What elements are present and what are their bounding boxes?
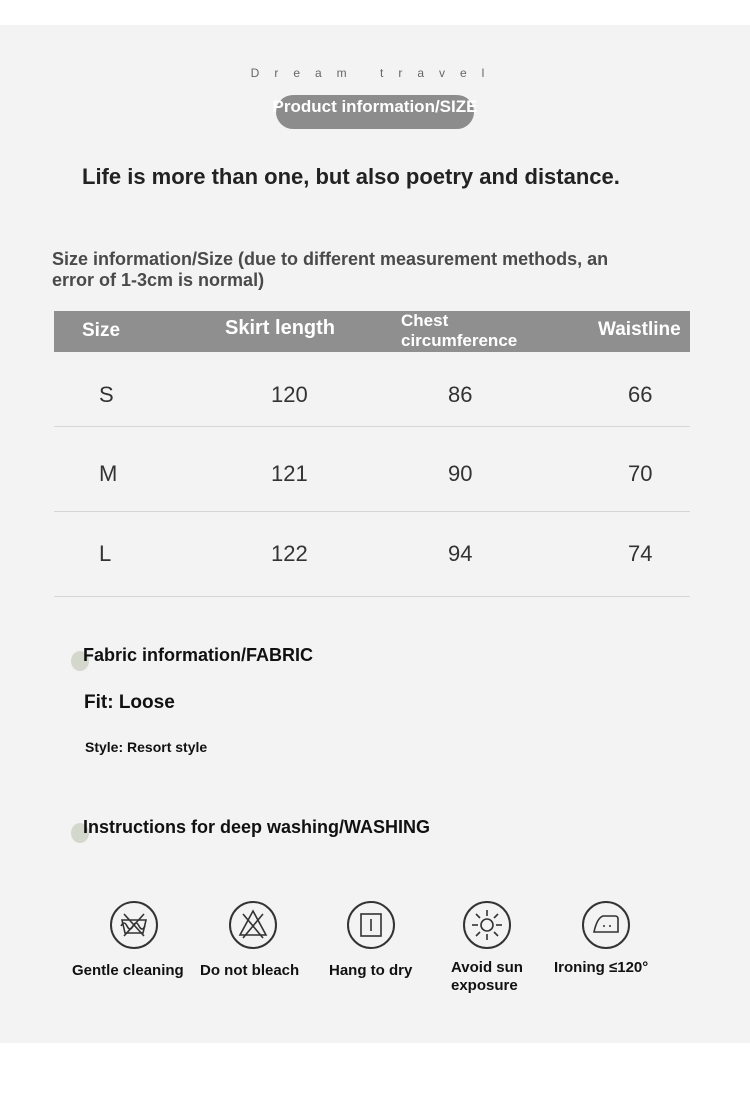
care-item-ironing (541, 900, 671, 950)
care-item-no-bleach (188, 900, 318, 950)
motto: Life is more than one, but also poetry and distance. (82, 164, 620, 189)
care-label-avoid-sun-1: Avoid sun (451, 959, 523, 976)
tagline: Dream travel (250, 66, 500, 80)
care-item-avoid-sun (422, 900, 552, 950)
col-chest: Chest circumference (401, 311, 518, 350)
gentle-cleaning-icon (109, 900, 159, 950)
washing-title: Instructions for deep washing/WASHING (83, 817, 431, 837)
no-bleach-icon (228, 900, 278, 950)
fabric-title: Fabric information/FABRIC (83, 645, 314, 665)
cell-size: L (99, 541, 112, 566)
table-row (54, 512, 690, 597)
cell-skirt-length: 120 (271, 382, 308, 407)
care-label-hang-dry: Hang to dry (329, 962, 413, 979)
style-value: Style: Resort style (85, 739, 208, 755)
cell-skirt-length: 121 (271, 461, 308, 486)
cell-size: M (99, 461, 118, 486)
cell-skirt-length: 122 (271, 541, 308, 566)
care-label-avoid-sun-2: exposure (451, 977, 518, 994)
cell-chest: 86 (448, 382, 473, 407)
care-item-hang-dry (306, 900, 436, 950)
col-size: Size (82, 320, 121, 341)
hang-dry-icon (346, 900, 396, 950)
cell-size: S (99, 382, 114, 407)
care-label-gentle: Gentle cleaning (72, 962, 184, 979)
cell-waistline: 70 (628, 461, 653, 486)
table-row (54, 427, 690, 512)
iron-icon (581, 900, 631, 950)
col-waistline: Waistline (598, 319, 681, 340)
cell-chest: 90 (448, 461, 473, 486)
size-table-header (54, 311, 690, 352)
size-note: Size information/Size (due to different measurement methods, an error of 1-3cm is normal) (52, 249, 609, 290)
table-row (54, 352, 690, 427)
cell-waistline: 66 (628, 382, 653, 407)
section-label: Product information/SIZE (272, 97, 478, 116)
care-label-ironing: Ironing ≤120° (554, 959, 649, 976)
cell-waistline: 74 (628, 541, 653, 566)
care-item-gentle (69, 900, 199, 950)
care-label-no-bleach: Do not bleach (200, 962, 300, 979)
product-info-panel (0, 25, 750, 1043)
col-skirt-length: Skirt length (225, 317, 336, 339)
fit-value: Fit: Loose (84, 692, 175, 713)
avoid-sun-icon (462, 900, 512, 950)
cell-chest: 94 (448, 541, 473, 566)
